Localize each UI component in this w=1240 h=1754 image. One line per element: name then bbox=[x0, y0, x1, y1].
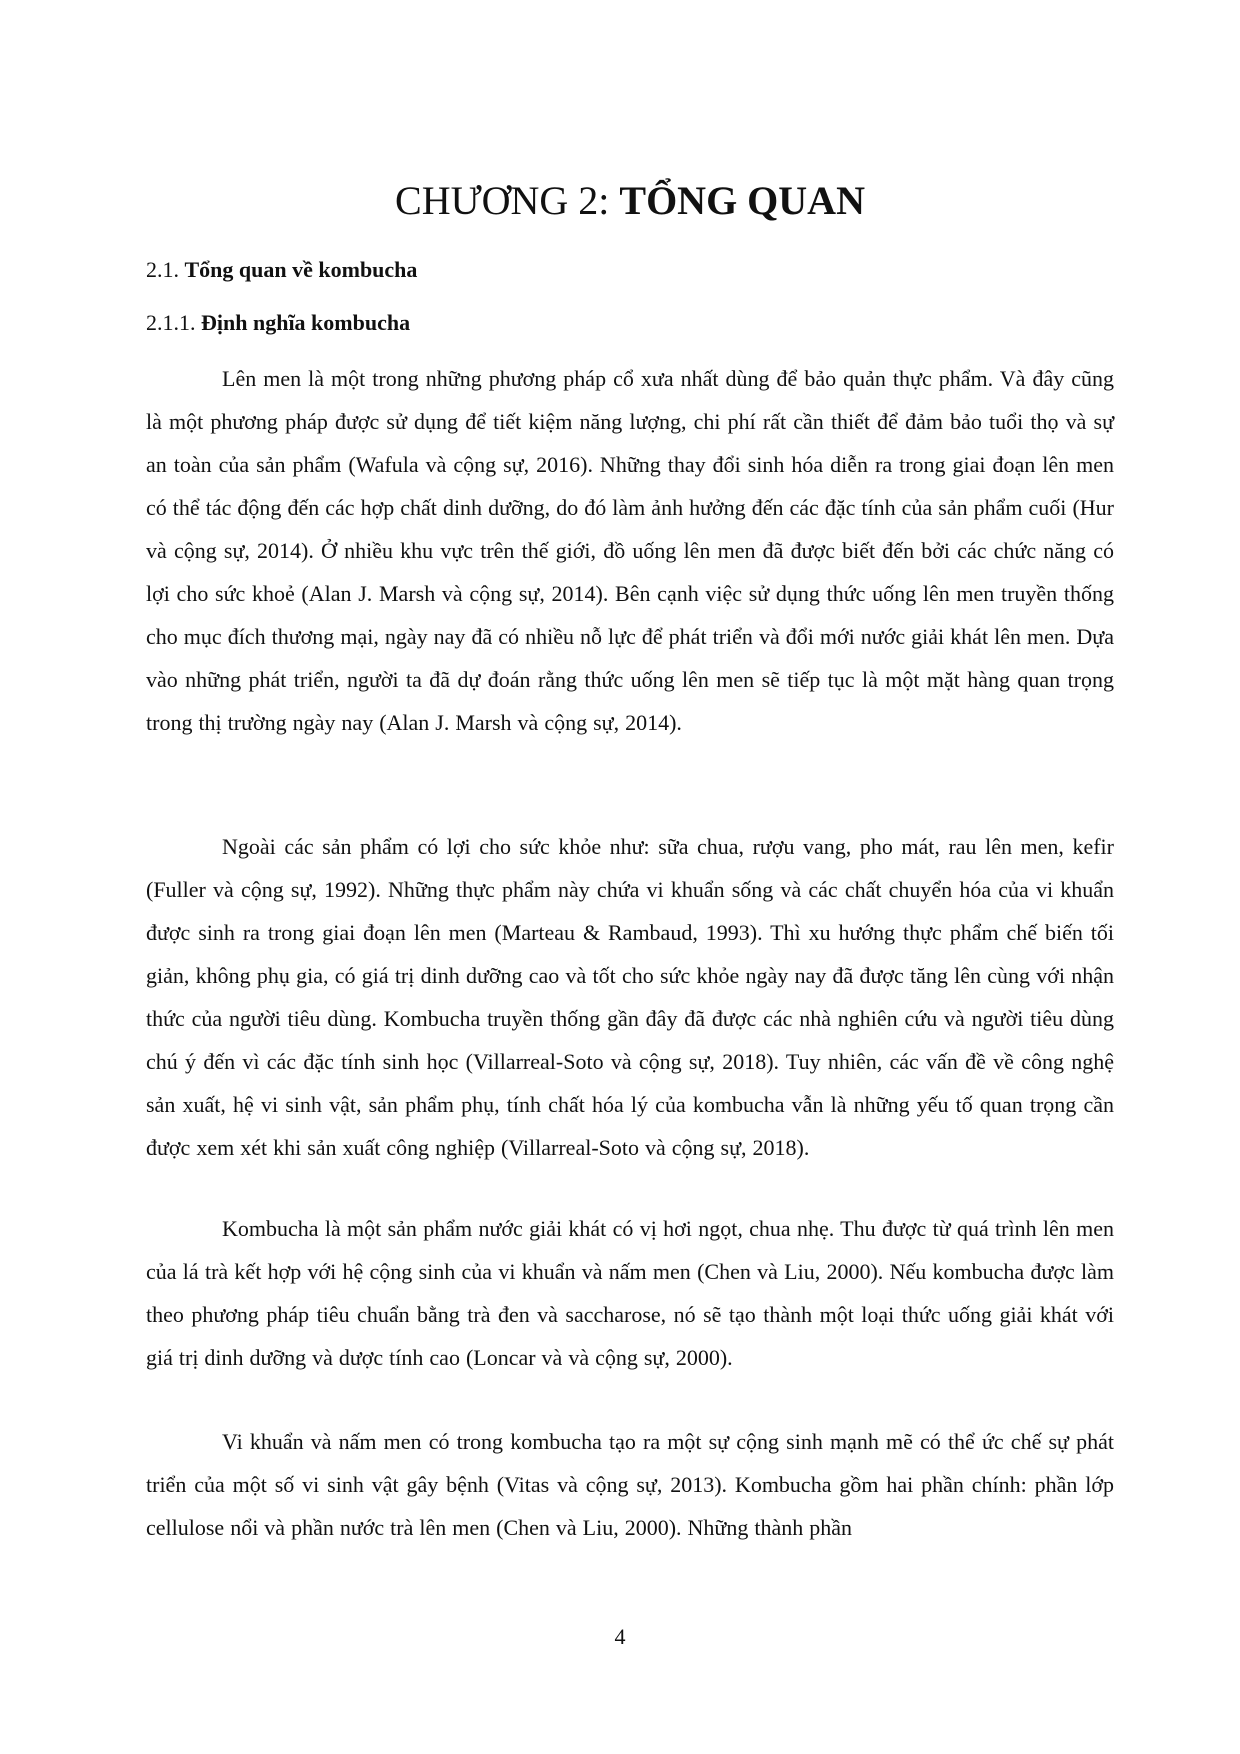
paragraph-1: Lên men là một trong những phương pháp cổ xưa nhất dùng để bảo quản thực phẩm. Và đây cũng là một phương pháp được sử dụng để tiết kiệm năng lượng, chi phí rất cần thiết để đảm bảo tuổi thọ và sự an toàn của sản phẩm (Wafula và cộng sự, 2016). Những thay đổi sinh hóa diễn ra trong giai đoạn lên men có thể tác động đến các hợp chất dinh dưỡng, do đó làm ảnh hưởng đến các đặc tính của sản phẩm cuối (Hur và cộng sự, 2014). Ở nhiều khu vực trên thế giới, đồ uống lên men đã được biết đến bởi các chức năng có lợi cho sức khoẻ (Alan J. Marsh và cộng sự, 2014). Bên cạnh việc sử dụng thức uống lên men truyền thống cho mục đích thương mại, ngày nay đã có nhiều nỗ lực để phát triển và đổi mới nước giải khát lên men. Dựa vào những phát triển, người ta đã dự đoán rằng thức uống lên men sẽ tiếp tục là một mặt hàng quan trọng trong thị trường ngày nay (Alan J. Marsh và cộng sự, 2014). bbox=[146, 366, 1114, 735]
chapter-prefix: CHƯƠNG 2: bbox=[395, 178, 620, 223]
chapter-title bbox=[146, 176, 1114, 226]
paragraph-3: Kombucha là một sản phẩm nước giải khát có vị hơi ngọt, chua nhẹ. Thu được từ quá trình lên men của lá trà kết hợp với hệ cộng sinh của vi khuẩn và nấm men (Chen và Liu, 2000). Nếu kombucha được làm theo phương pháp tiêu chuẩn bằng trà đen và saccharose, nó sẽ tạo thành một loại thức uống giải khát với giá trị dinh dưỡng và dược tính cao (Loncar và và cộng sự, 2000). bbox=[146, 1216, 1114, 1370]
subsection-heading bbox=[146, 308, 410, 338]
section-number: 2.1. bbox=[146, 257, 185, 282]
subsection-title: Định nghĩa kombucha bbox=[201, 310, 411, 335]
section-heading bbox=[146, 255, 417, 285]
subsection-number: 2.1.1. bbox=[146, 310, 201, 335]
paragraph-4: Vi khuẩn và nấm men có trong kombucha tạo ra một sự cộng sinh mạnh mẽ có thể ức chế sự phát triển của một số vi sinh vật gây bệnh (Vitas và cộng sự, 2013). Kombucha gồm hai phần chính: phần lớp cellulose nổi và phần nước trà lên men (Chen và Liu, 2000). Những thành phần bbox=[146, 1429, 1114, 1540]
chapter-title-bold: TỔNG QUAN bbox=[619, 178, 865, 223]
page-number: 4 bbox=[614, 1624, 626, 1649]
paragraph-2: Ngoài các sản phẩm có lợi cho sức khỏe như: sữa chua, rượu vang, pho mát, rau lên men, kefir (Fuller và cộng sự, 1992). Những thực phẩm này chứa vi khuẩn sống và các chất chuyển hóa của vi khuẩn được sinh ra trong giai đoạn lên men (Marteau & Rambaud, 1993). Thì xu hướng thực phẩm chế biến tối giản, không phụ gia, có giá trị dinh dưỡng cao và tốt cho sức khỏe ngày nay đã được tăng lên cùng với nhận thức của người tiêu dùng. Kombucha truyền thống gần đây đã được các nhà nghiên cứu và người tiêu dùng chú ý đến vì các đặc tính sinh học (Villarreal-Soto và cộng sự, 2018). Tuy nhiên, các vấn đề về công nghệ sản xuất, hệ vi sinh vật, sản phẩm phụ, tính chất hóa lý của kombucha vẫn là những yếu tố quan trọng cần được xem xét khi sản xuất công nghiệp (Villarreal-Soto và cộng sự, 2018). bbox=[146, 834, 1114, 1160]
section-title: Tổng quan về kombucha bbox=[184, 257, 418, 282]
